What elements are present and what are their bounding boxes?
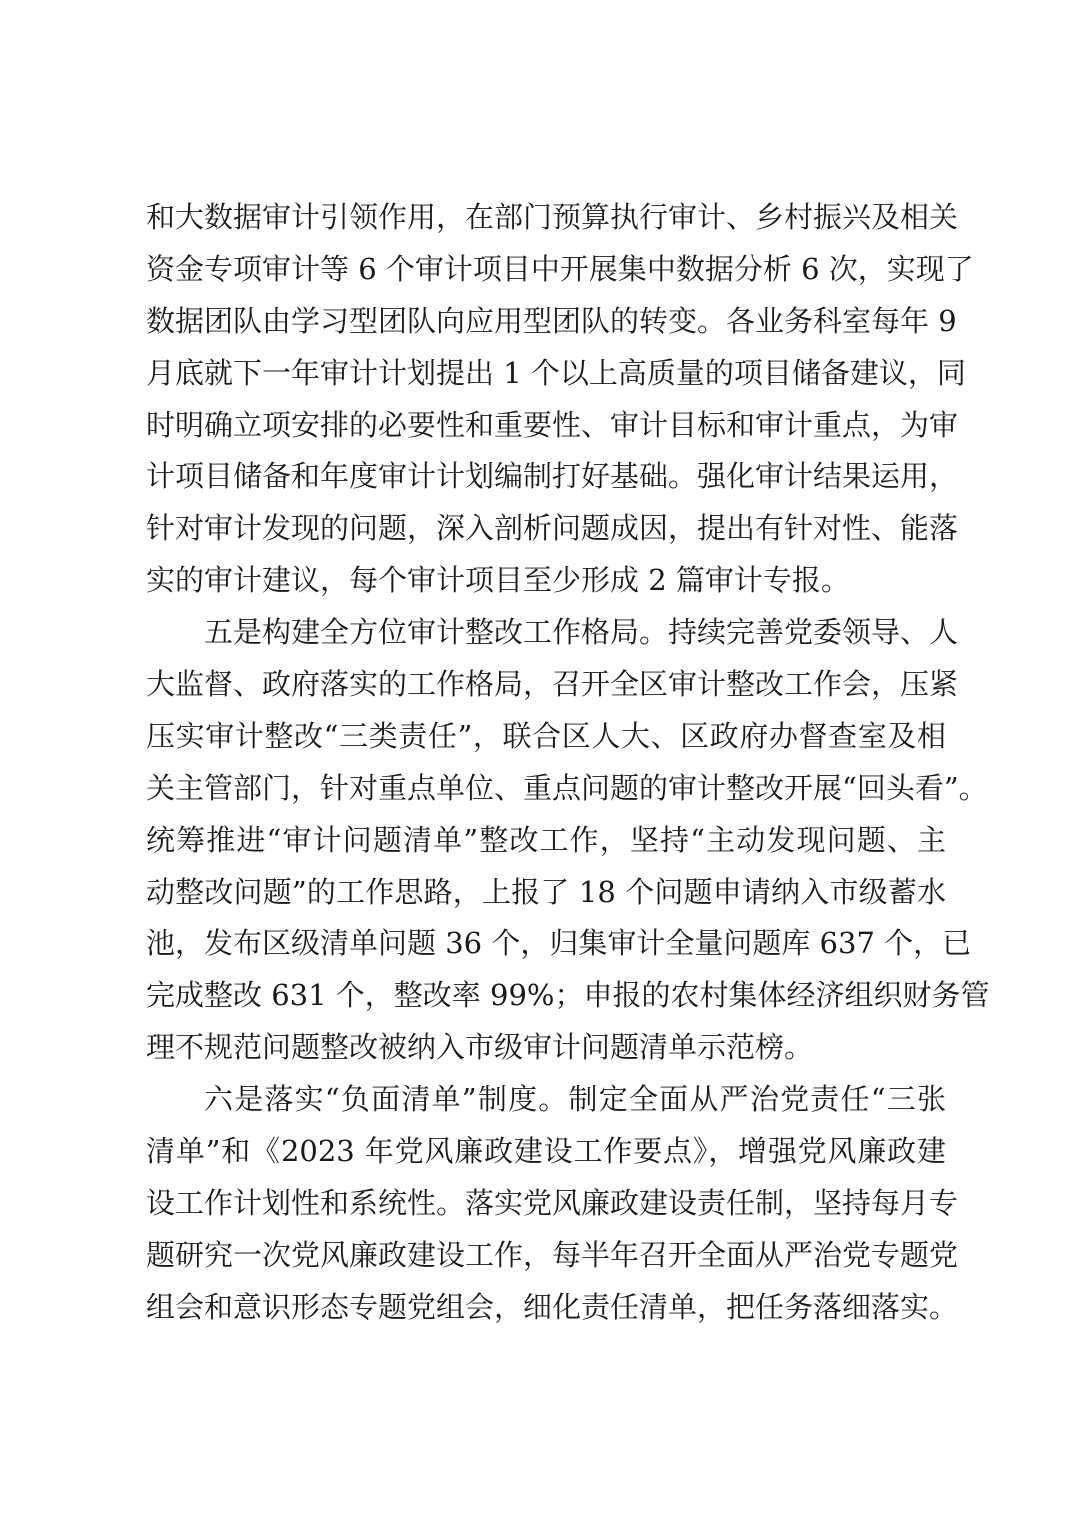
paragraph-line: 理不规范问题整改被纳入市级审计问题清单示范榜。 bbox=[146, 1030, 814, 1065]
paragraph-line: 组会和意识形态专题党组会，细化责任清单，把任务落细落实。 bbox=[146, 1289, 959, 1324]
paragraph-line: 完成整改 631 个，整改率 99%；申报的农村集体经济组织财务管 bbox=[146, 978, 990, 1013]
paragraph-1 bbox=[146, 192, 974, 607]
paragraph-line: 大监督、政府落实的工作格局，召开全区审计整改工作会，压紧 bbox=[146, 667, 959, 702]
paragraph-line: 关主管部门，针对重点单位、重点问题的审计整改开展“回头看”。 bbox=[146, 770, 988, 805]
paragraph-line: 设工作计划性和系统性。落实党风廉政建设责任制，坚持每月专 bbox=[146, 1185, 959, 1220]
paragraph-2 bbox=[146, 607, 990, 1074]
paragraph-line: 实的审计建议，每个审计项目至少形成 2 篇审计专报。 bbox=[146, 563, 850, 598]
paragraph-line: 题研究一次党风廉政建设工作，每半年召开全面从严治党专题党 bbox=[146, 1237, 959, 1272]
paragraph-line: 资金专项审计等 6 个审计项目中开展集中数据分析 6 次，实现了 bbox=[146, 251, 974, 286]
document-body bbox=[146, 192, 990, 1334]
paragraph-line: 时明确立项安排的必要性和重要性、审计目标和审计重点，为审 bbox=[146, 407, 959, 442]
paragraph-line: 清单”和《2023 年党风廉政建设工作要点》，增强党风廉政建 bbox=[146, 1134, 946, 1169]
paragraph-line: 五是构建全方位审计整改工作格局。持续完善党委领导、人 bbox=[204, 615, 959, 650]
paragraph-line: 数据团队由学习型团队向应用型团队的转变。各业务科室每年 9 bbox=[146, 303, 957, 338]
paragraph-line: 统筹推进“审计问题清单”整改工作，坚持“主动发现问题、主 bbox=[146, 822, 946, 857]
paragraph-line: 六是落实“负面清单”制度。制定全面从严治党责任“三张 bbox=[204, 1082, 946, 1117]
paragraph-line: 压实审计整改“三类责任”，联合区人大、区政府办督查室及相 bbox=[146, 718, 946, 753]
paragraph-line: 动整改问题”的工作思路，上报了 18 个问题申请纳入市级蓄水 bbox=[146, 874, 946, 909]
paragraph-3 bbox=[146, 1074, 959, 1333]
paragraph-line: 和大数据审计引领作用，在部门预算执行审计、乡村振兴及相关 bbox=[146, 200, 959, 234]
paragraph-line: 月底就下一年审计计划提出 1 个以上高质量的项目储备建议，同 bbox=[146, 355, 966, 390]
paragraph-line: 针对审计发现的问题，深入剖析问题成因，提出有针对性、能落 bbox=[146, 511, 959, 546]
paragraph-line: 池，发布区级清单问题 36 个，归集审计全量问题库 637 个，已 bbox=[146, 926, 972, 961]
paragraph-line: 计项目储备和年度审计计划编制打好基础。强化审计结果运用， bbox=[146, 459, 959, 494]
